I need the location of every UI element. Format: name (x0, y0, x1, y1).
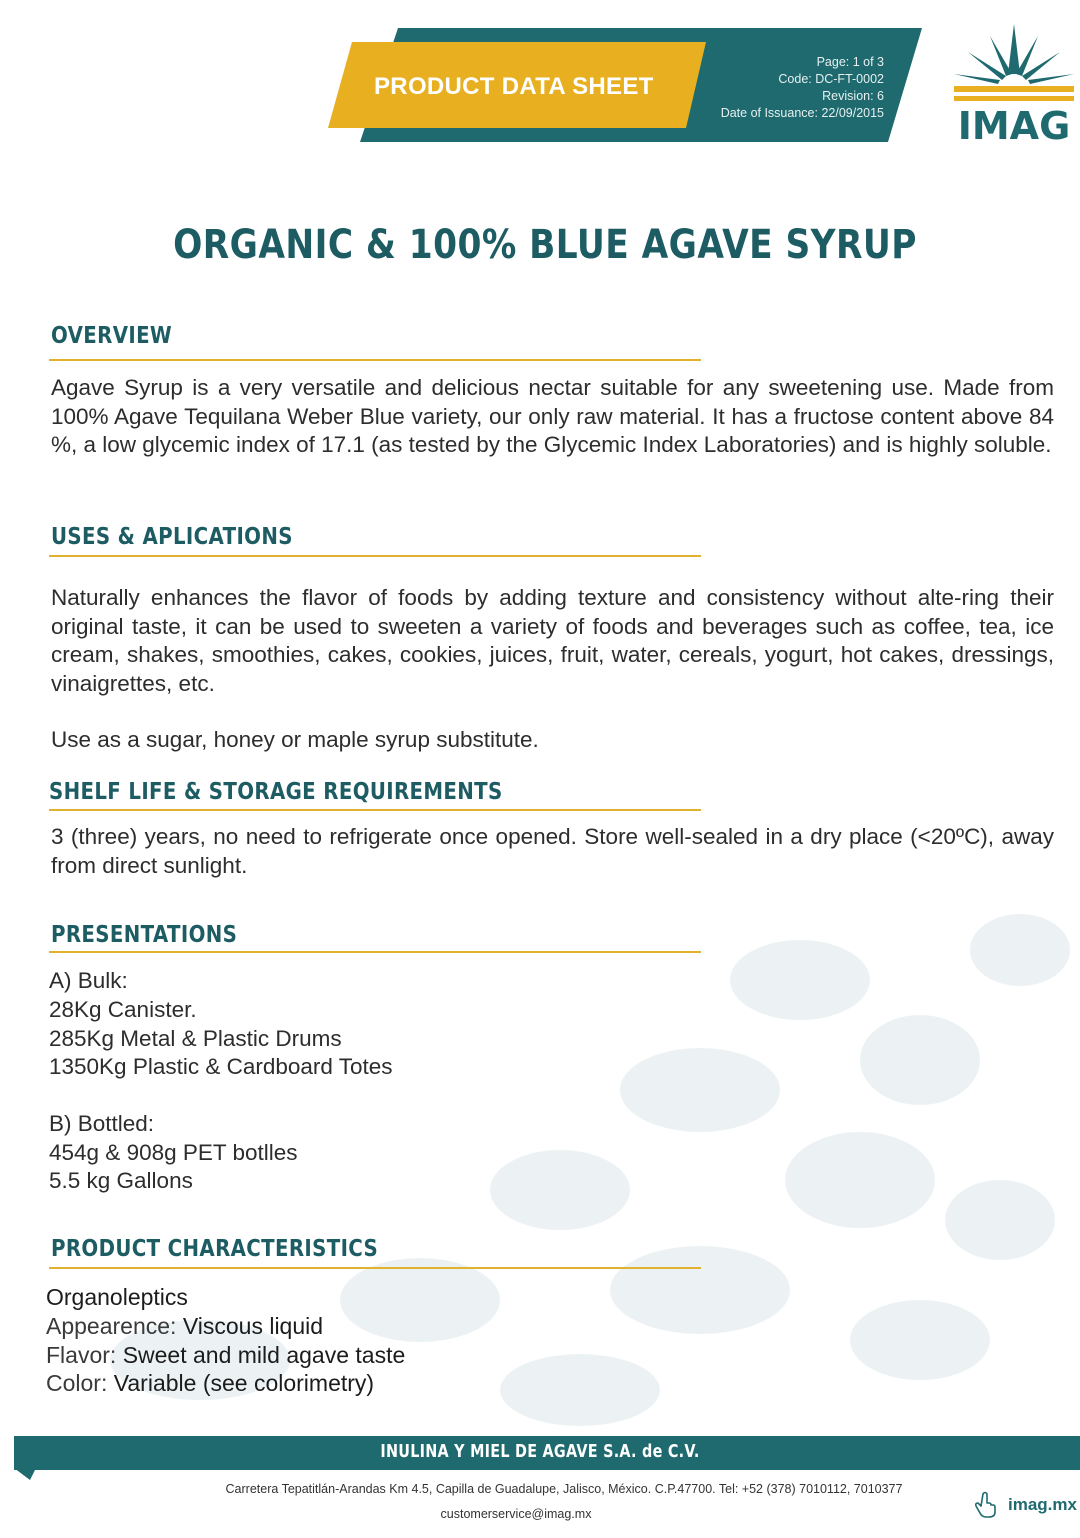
uses-substitute-text: Use as a sugar, honey or maple syrup substitute. (51, 727, 539, 752)
overview-text: Agave Syrup is a very versatile and delicious nectar suitable for any sweetening use. Made from 100% Agave Tequilana Weber Blue variety, our only raw material. It has a fructose content above 84 %, a low glycemic index of 17.1 (as tested by the Glycemic Index Laboratories) and is highly soluble. (51, 375, 1054, 457)
logo-wordmark: IMAG (957, 104, 1071, 144)
doc-type-label: PRODUCT DATA SHEET (374, 73, 654, 100)
footer-email-link[interactable]: customerservice@imag.mx (440, 1507, 592, 1521)
presentation-item: 5.5 kg Gallons (49, 1168, 193, 1193)
revision-number: Revision: 6 (822, 89, 884, 103)
presentation-item: 454g & 908g PET botlles (49, 1140, 298, 1165)
characteristic-row (46, 1369, 374, 1398)
characteristics-divider (49, 1267, 701, 1269)
overview-heading: OVERVIEW (51, 323, 173, 349)
footer-address: Carretera Tepatitlán-Arandas Km 4.5, Capilla de Guadalupe, Jalisco, México. C.P.47700. Tel: +52 (378) 7010112, 7010377 (225, 1482, 903, 1496)
presentation-item: 1350Kg Plastic & Cardboard Totes (49, 1054, 393, 1079)
presentation-item: 285Kg Metal & Plastic Drums (49, 1026, 342, 1051)
hand-pointer-icon (974, 1490, 1000, 1518)
page-number: Page: 1 of 3 (816, 55, 884, 69)
characteristic-label: Color: (46, 1370, 108, 1396)
uses-divider (49, 555, 701, 557)
characteristic-label: Flavor: (46, 1342, 117, 1368)
characteristic-value: Variable (see colorimetry) (113, 1370, 375, 1396)
characteristic-value: Viscous liquid (182, 1313, 324, 1339)
characteristic-row (46, 1312, 323, 1341)
presentations-heading: PRESENTATIONS (51, 922, 238, 948)
footer-website-link[interactable]: imag.mx (1008, 1495, 1077, 1514)
shelf-life-heading: SHELF LIFE & STORAGE REQUIREMENTS (49, 779, 503, 805)
organoleptics-subheading: Organoleptics (46, 1284, 188, 1310)
presentation-item: 28Kg Canister. (49, 997, 197, 1022)
issuance-date: Date of Issuance: 22/09/2015 (720, 106, 884, 120)
characteristics-heading: PRODUCT CHARACTERISTICS (51, 1236, 379, 1262)
footer-bar-tab (14, 1468, 36, 1482)
uses-text: Naturally enhances the flavor of foods by adding texture and consistency without alte-ring their original taste, it can be used to sweeten a variety of foods and beverages such as coffee, tea, ice cream, shakes, smoothies, cakes, cookies, juices, fruit, water, cereals, yogurt, hot cakes, dressings, vinaigrettes, etc. (51, 585, 1054, 696)
presentations-divider (49, 951, 701, 953)
document-code: Code: DC-FT-0002 (778, 72, 884, 86)
footer-company-name: INULINA Y MIEL DE AGAVE S.A. de C.V. (380, 1441, 700, 1462)
presentation-group-bulk: A) Bulk: (49, 968, 128, 993)
shelf-life-divider (49, 809, 701, 811)
shelf-life-text: 3 (three) years, no need to refrigerate once opened. Store well-sealed in a dry place (<20ºC), away from direct sunlight. (51, 824, 1054, 878)
characteristic-label: Appearence: (46, 1313, 177, 1339)
uses-heading: USES & APLICATIONS (51, 524, 293, 550)
characteristic-value: Sweet and mild agave taste (122, 1342, 406, 1368)
presentation-group-bottled: B) Bottled: (49, 1111, 155, 1136)
characteristic-row (46, 1341, 405, 1370)
page-title: ORGANIC & 100% BLUE AGAVE SYRUP (173, 222, 917, 268)
overview-divider (49, 359, 701, 361)
imag-logo (950, 22, 1078, 144)
